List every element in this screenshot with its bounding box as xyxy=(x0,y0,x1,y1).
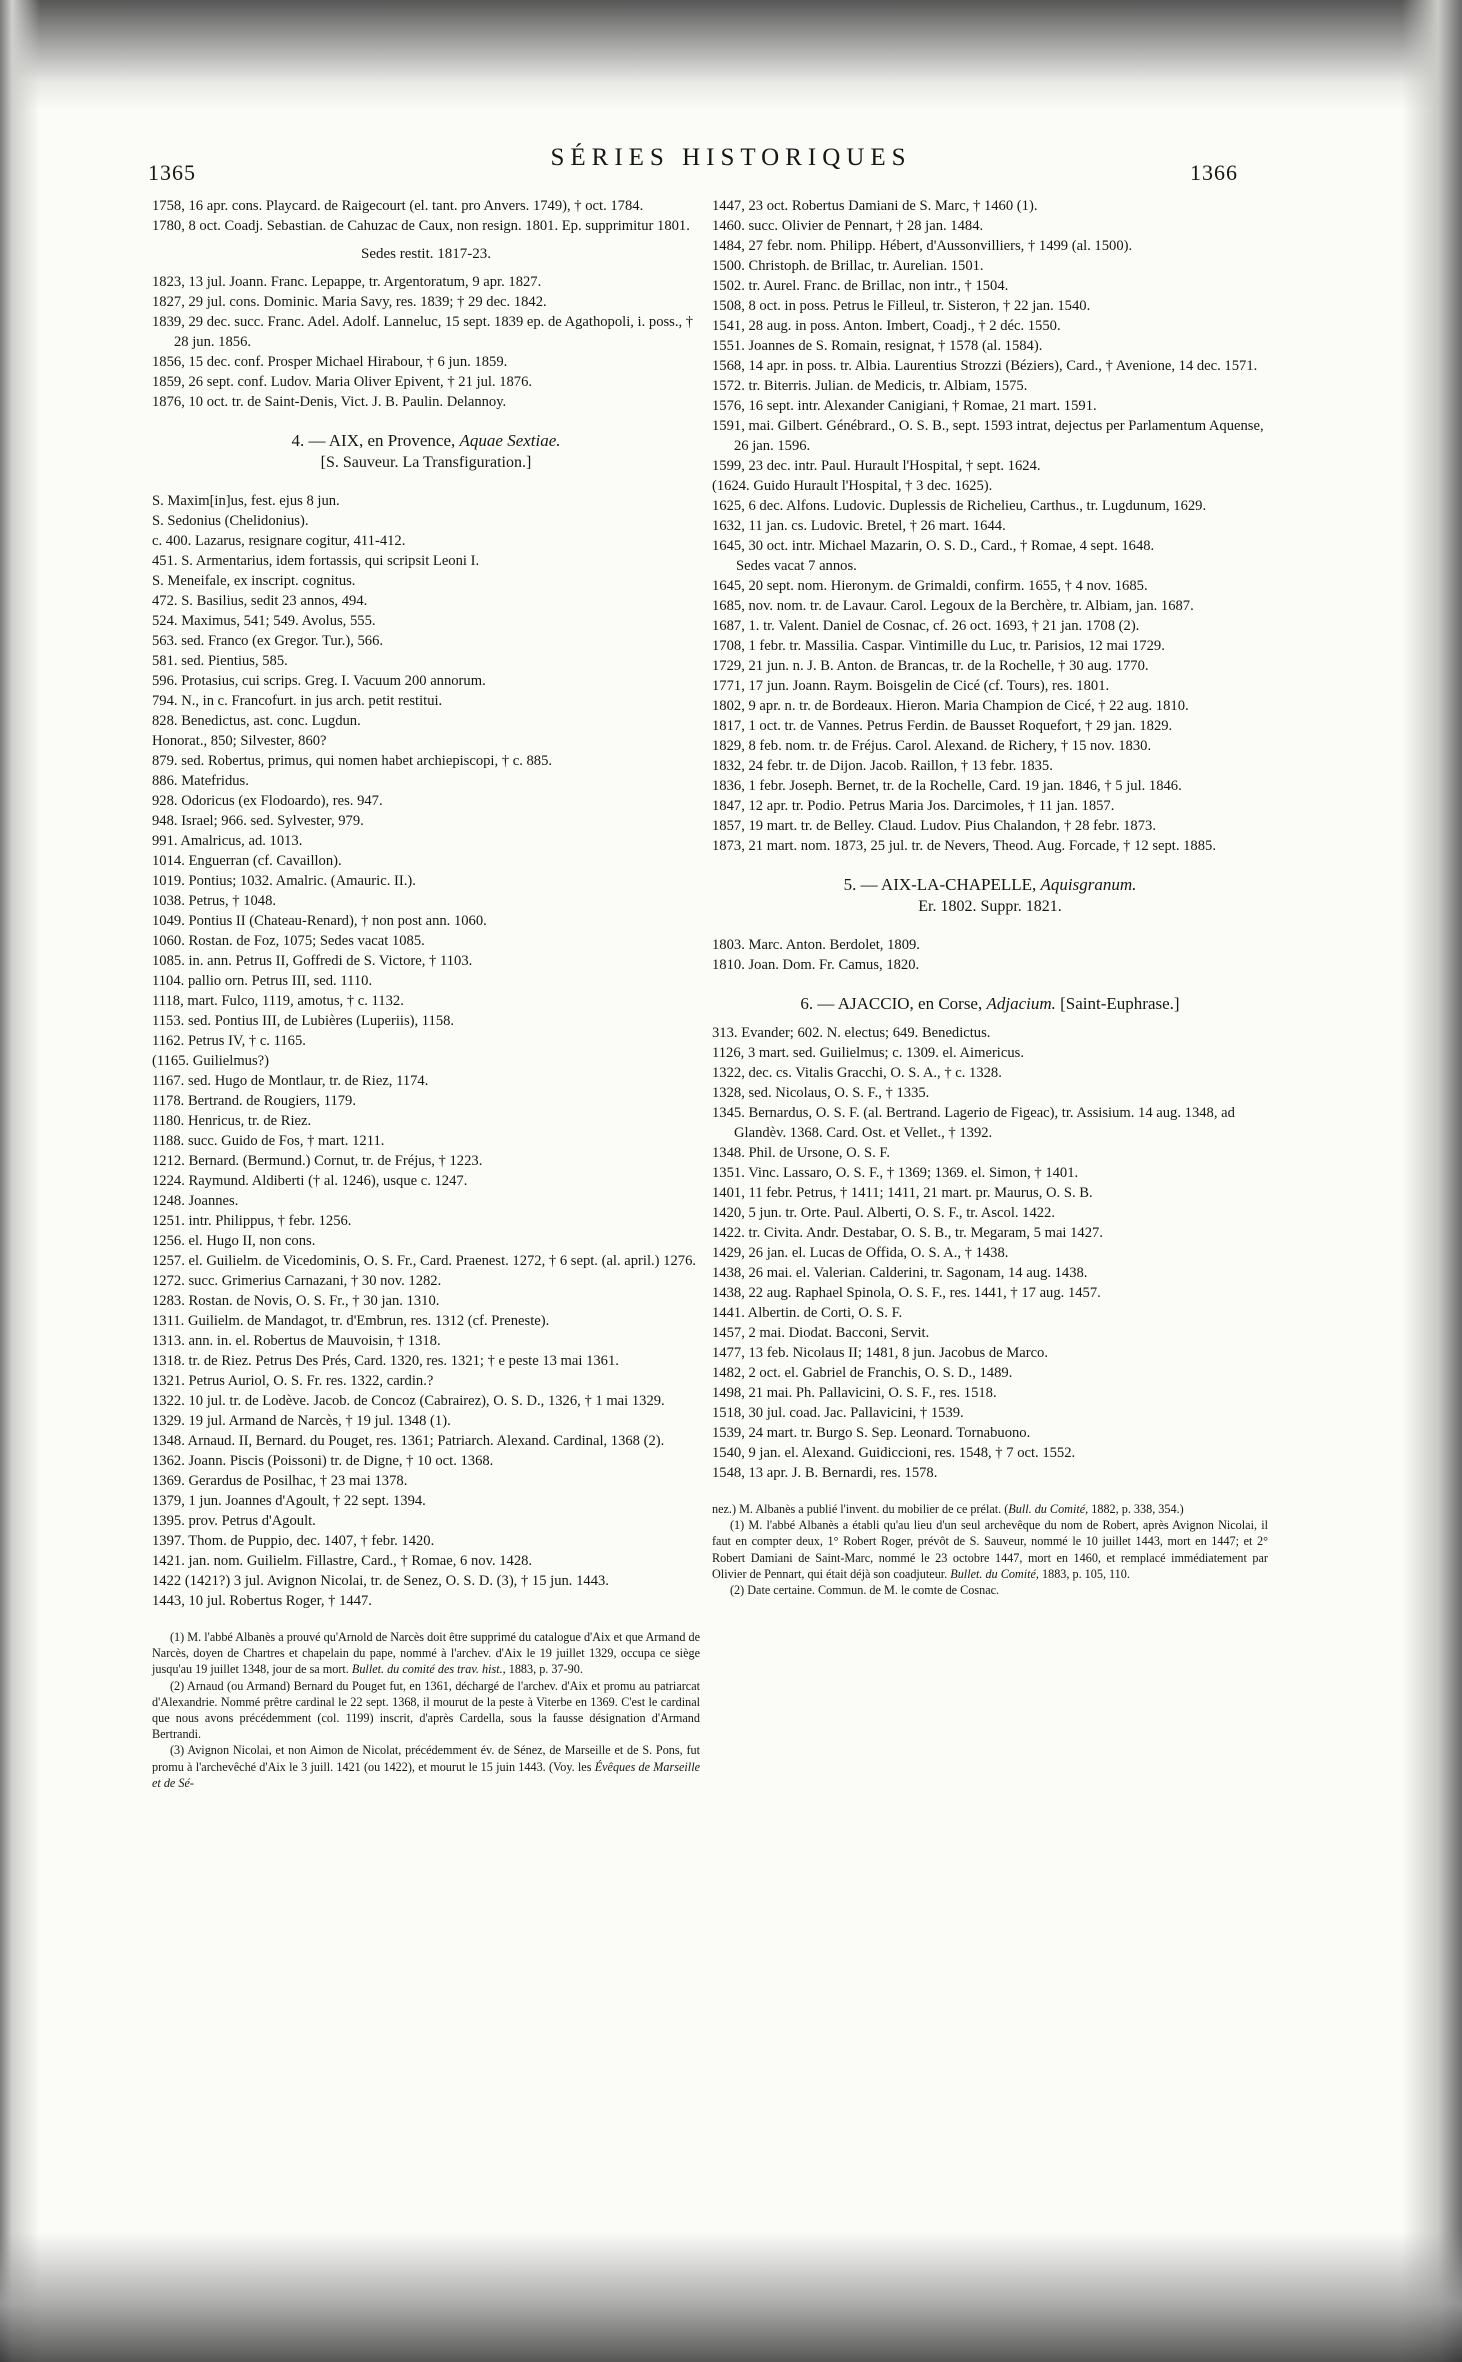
sedes-vacat-note: Sedes vacat 7 annos. xyxy=(736,558,857,574)
left-column xyxy=(152,196,700,1791)
list-aix-archbishops xyxy=(152,491,700,1611)
list-entry: 1188. succ. Guido de Fos, † mart. 1211. xyxy=(152,1133,385,1149)
list-entry: 828. Benedictus, ast. conc. Lugdun. xyxy=(152,713,361,729)
section-subtitle: Er. 1802. Suppr. 1821. xyxy=(918,898,1062,915)
scan-shadow-right xyxy=(1402,0,1462,2362)
list-entry: 1224. Raymund. Aldiberti († al. 1246), usque c. 1247. xyxy=(152,1173,468,1189)
list-modern-bishops xyxy=(152,272,700,412)
list-entry: 472. S. Basilius, sedit 23 annos, 494. xyxy=(152,593,368,609)
list-entry: 1539, 24 mart. tr. Burgo S. Sep. Leonard. Tornabuono. xyxy=(712,1425,1031,1441)
list-entry: 1395. prov. Petrus d'Agoult. xyxy=(152,1513,316,1529)
footnotes-right xyxy=(712,1501,1268,1598)
list-aix-la-chapelle xyxy=(712,935,1268,975)
list-entry: S. Meneifale, ex inscript. cognitus. xyxy=(152,573,356,589)
list-entry: 1126, 3 mart. sed. Guilielmus; c. 1309. el. Aimericus. xyxy=(712,1045,1024,1061)
list-entry: 1568, 14 apr. in poss. tr. Albia. Laurentius Strozzi (Béziers), Card., † Avenione, 14 dec. 1571. xyxy=(712,358,1258,374)
list-entry: 1729, 21 jun. n. J. B. Anton. de Brancas, tr. de la Rochelle, † 30 aug. 1770. xyxy=(712,658,1149,674)
list-entry: 1283. Rostan. de Novis, O. S. Fr., † 30 jan. 1310. xyxy=(152,1293,440,1309)
list-entry: 1625, 6 dec. Alfons. Ludovic. Duplessis de Richelieu, Carthus., tr. Lugdunum, 1629. xyxy=(712,498,1207,514)
list-entry: 1421. jan. nom. Guilielm. Fillastre, Card., † Romae, 6 nov. 1428. xyxy=(152,1553,533,1569)
list-entry: 1832, 24 febr. tr. de Dijon. Jacob. Raillon, † 13 febr. 1835. xyxy=(712,758,1053,774)
list-entry: 1685, nov. nom. tr. de Lavaur. Carol. Legoux de la Berchère, tr. Albiam, jan. 1687. xyxy=(712,598,1194,614)
list-entry: S. Maxim[in]us, fest. ejus 8 jun. xyxy=(152,493,340,509)
list-entry: 1313. ann. in. el. Robertus de Mauvoisin, † 1318. xyxy=(152,1333,441,1349)
list-entry: 1178. Bertrand. de Rougiers, 1179. xyxy=(152,1093,357,1109)
list-entry: 1460. succ. Olivier de Pennart, † 28 jan. 1484. xyxy=(712,218,984,234)
list-entry: 1345. Bernardus, O. S. F. (al. Bertrand. Lagerio de Figeac), tr. Assisium. 14 aug. 1348, ad Glandèv. 1368. Card. Ost. et Vellet., † 1392. xyxy=(712,1105,1235,1141)
list-entry: 1322. 10 jul. tr. de Lodève. Jacob. de Concoz (Cabrairez), O. S. D., 1326, † 1 mai 1329. xyxy=(152,1393,665,1409)
list-entry: c. 400. Lazarus, resignare cogitur, 411-412. xyxy=(152,533,406,549)
list-entry: 451. S. Armentarius, idem fortassis, qui scripsit Leoni I. xyxy=(152,553,480,569)
section-latin-name: Aquae Sextiae. xyxy=(459,431,561,450)
footnote: (1) M. l'abbé Albanès a prouvé qu'Arnold de Narcès doit être supprimé du catalogue d'Aix et que Armand de Narcès, doyen de Chartres et chapelain du pape, nommé à l'archev. d'Aix le 19 juillet 1329, occupa ce siège jusqu'au 19 juillet 1348, jour de sa mort. Bullet. du comité des trav. hist., 1883, p. 37-90. xyxy=(152,1630,700,1677)
list-entry: 1839, 29 dec. succ. Franc. Adel. Adolf. Lanneluc, 15 sept. 1839 ep. de Agathopoli, i. poss., † 28 jun. 1856. xyxy=(152,314,694,350)
list-entry: 1443, 10 jul. Robertus Roger, † 1447. xyxy=(152,1593,372,1609)
list-entry: 1482, 2 oct. el. Gabriel de Franchis, O. S. D., 1489. xyxy=(712,1365,1013,1381)
list-entry: 948. Israel; 966. sed. Sylvester, 979. xyxy=(152,813,364,829)
list-entry: 1420, 5 jun. tr. Orte. Paul. Alberti, O. S. F., tr. Ascol. 1422. xyxy=(712,1205,1056,1221)
list-entry: 1856, 15 dec. conf. Prosper Michael Hirabour, † 6 jun. 1859. xyxy=(152,354,508,370)
list-entry: 1328, sed. Nicolaus, O. S. F., † 1335. xyxy=(712,1085,930,1101)
list-entry: 1369. Gerardus de Posilhac, † 23 mai 1378. xyxy=(152,1473,408,1489)
list-entry: 1014. Enguerran (cf. Cavaillon). xyxy=(152,853,342,869)
scan-shadow-top xyxy=(0,0,1462,110)
section-title: 5. — AIX-LA-CHAPELLE, xyxy=(843,875,1037,894)
list-entry: 1153. sed. Pontius III, de Lubières (Luperiis), 1158. xyxy=(152,1013,455,1029)
list-aix-continued xyxy=(712,196,1268,556)
list-entry: 1857, 19 mart. tr. de Belley. Claud. Ludov. Pius Chalandon, † 28 febr. 1873. xyxy=(712,818,1156,834)
list-entry: 879. sed. Robertus, primus, qui nomen habet archiepiscopi, † c. 885. xyxy=(152,753,553,769)
list-entry: 1802, 9 apr. n. tr. de Bordeaux. Hieron. Maria Champion de Cicé, † 22 aug. 1810. xyxy=(712,698,1189,714)
list-entry: 1429, 26 jan. el. Lucas de Offida, O. S. A., † 1438. xyxy=(712,1245,1009,1261)
list-entry: 1322, dec. cs. Vitalis Gracchi, O. S. A., † c. 1328. xyxy=(712,1065,1002,1081)
list-entry: 1859, 26 sept. conf. Ludov. Maria Oliver Epivent, † 21 jul. 1876. xyxy=(152,374,533,390)
list-entry: 1599, 23 dec. intr. Paul. Hurault l'Hospital, † sept. 1624. xyxy=(712,458,1041,474)
list-entry: 313. Evander; 602. N. electus; 649. Benedictus. xyxy=(712,1025,991,1041)
list-entry: 1758, 16 apr. cons. Playcard. de Raigecourt (el. tant. pro Anvers. 1749), † oct. 1784. xyxy=(152,198,644,214)
list-entry: 1829, 8 feb. nom. tr. de Fréjus. Carol. Alexand. de Richery, † 15 nov. 1830. xyxy=(712,738,1152,754)
list-entry: 1104. pallio orn. Petrus III, sed. 1110. xyxy=(152,973,373,989)
list-entry: 581. sed. Pientius, 585. xyxy=(152,653,288,669)
scan-shadow-left xyxy=(0,0,40,2362)
list-entry: 1351. Vinc. Lassaro, O. S. F., † 1369; 1369. el. Simon, † 1401. xyxy=(712,1165,1079,1181)
list-entry: 1438, 26 mai. el. Valerian. Calderini, tr. Sagonam, 14 aug. 1438. xyxy=(712,1265,1088,1281)
list-entry: 1251. intr. Philippus, † febr. 1256. xyxy=(152,1213,352,1229)
list-entry: 1212. Bernard. (Bermund.) Cornut, tr. de Fréjus, † 1223. xyxy=(152,1153,483,1169)
section-subtitle: [S. Sauveur. La Transfiguration.] xyxy=(320,454,532,471)
list-entry: 1321. Petrus Auriol, O. S. Fr. res. 1322, cardin.? xyxy=(152,1373,434,1389)
list-entry: 1687, 1. tr. Valent. Daniel de Cosnac, cf. 26 oct. 1693, † 21 jan. 1708 (2). xyxy=(712,618,1140,634)
list-entry: 1771, 17 jun. Joann. Raym. Boisgelin de Cicé (cf. Tours), res. 1801. xyxy=(712,678,1110,694)
list-entry: (1624. Guido Hurault l'Hospital, † 3 dec. 1625). xyxy=(712,478,993,494)
section-heading-aix-la-chapelle xyxy=(712,874,1268,896)
section-title: 4. — AIX, en Provence, xyxy=(291,431,456,450)
list-entry: 886. Matefridus. xyxy=(152,773,249,789)
running-title: SÉRIES HISTORIQUES xyxy=(550,144,912,171)
list-entry: 1548, 13 apr. J. B. Bernardi, res. 1578. xyxy=(712,1465,938,1481)
scan-shadow-bottom xyxy=(0,2232,1462,2362)
list-entry: 1019. Pontius; 1032. Amalric. (Amauric. II.). xyxy=(152,873,416,889)
footnote: (1) M. l'abbé Albanès a établi qu'au lieu d'un seul archevêque du nom de Robert, après Avignon Nicolai, il faut en compter deux, 1° Robert Roger, prévôt de S. Sauveur, nommé le 10 juillet 1443, mort en 1447; et 2° Robert Damiani de Saint-Marc, nommé le 23 octobre 1447, mort en 1460, et remplacé immédiatement par Olivier de Pennart, qui était déjà son coadjuteur. Bullet. du Comité, 1883, p. 105, 110. xyxy=(712,1518,1268,1581)
sedes-restit-note: Sedes restit. 1817-23. xyxy=(361,246,491,262)
footnote: (2) Date certaine. Commun. de M. le comte de Cosnac. xyxy=(730,1583,1000,1598)
list-entry: 1591, mai. Gilbert. Génébrard., O. S. B., sept. 1593 intrat, dejectus per Parlamentum Aquense, 26 jan. 1596. xyxy=(712,418,1264,454)
list-entry: 1500. Christoph. de Brillac, tr. Aurelian. 1501. xyxy=(712,258,984,274)
list-entry: 1827, 29 jul. cons. Dominic. Maria Savy, res. 1839; † 29 dec. 1842. xyxy=(152,294,547,310)
list-entry: 1508, 8 oct. in poss. Petrus le Filleul, tr. Sisteron, † 22 jan. 1540. xyxy=(712,298,1091,314)
section-heading-aix xyxy=(152,430,700,452)
list-entry: 991. Amalricus, ad. 1013. xyxy=(152,833,303,849)
list-entry: (1165. Guilielmus?) xyxy=(152,1053,269,1069)
list-entry: 1817, 1 oct. tr. de Vannes. Petrus Ferdin. de Bausset Roquefort, † 29 jan. 1829. xyxy=(712,718,1173,734)
list-entry: 1518, 30 jul. coad. Jac. Pallavicini, † 1539. xyxy=(712,1405,964,1421)
list-entry: 1049. Pontius II (Chateau-Renard), † non post ann. 1060. xyxy=(152,913,487,929)
list-entry: 1836, 1 febr. Joseph. Bernet, tr. de la Rochelle, Card. 19 jan. 1846, † 5 jul. 1846. xyxy=(712,778,1182,794)
list-entry: 1038. Petrus, † 1048. xyxy=(152,893,277,909)
list-entry: 1551. Joannes de S. Romain, resignat, † 1578 (al. 1584). xyxy=(712,338,1043,354)
list-entry: 1272. succ. Grimerius Carnazani, † 30 nov. 1282. xyxy=(152,1273,442,1289)
list-entry: 1422 (1421?) 3 jul. Avignon Nicolai, tr. de Senez, O. S. D. (3), † 15 jun. 1443. xyxy=(152,1573,609,1589)
list-entry: 524. Maximus, 541; 549. Avolus, 555. xyxy=(152,613,376,629)
page-number-left: 1365 xyxy=(148,160,196,185)
list-entry: S. Sedonius (Chelidonius). xyxy=(152,513,309,529)
section-heading-ajaccio xyxy=(712,993,1268,1015)
list-previous-see xyxy=(152,196,700,236)
list-entry: 928. Odoricus (ex Flodoardo), res. 947. xyxy=(152,793,383,809)
list-entry: 1422. tr. Civita. Andr. Destabar, O. S. B., tr. Megaram, 5 mai 1427. xyxy=(712,1225,1103,1241)
list-entry: 1847, 12 apr. tr. Podio. Petrus Maria Jos. Darcimoles, † 11 jan. 1857. xyxy=(712,798,1115,814)
list-entry: Honorat., 850; Silvester, 860? xyxy=(152,733,327,749)
list-entry: 1447, 23 oct. Robertus Damiani de S. Marc, † 1460 (1). xyxy=(712,198,1038,214)
list-entry: 1484, 27 febr. nom. Philipp. Hébert, d'Aussonvilliers, † 1499 (al. 1500). xyxy=(712,238,1133,254)
list-entry: 1329. 19 jul. Armand de Narcès, † 19 jul. 1348 (1). xyxy=(152,1413,451,1429)
list-entry: 1348. Phil. de Ursone, O. S. F. xyxy=(712,1145,891,1161)
list-entry: 1060. Rostan. de Foz, 1075; Sedes vacat 1085. xyxy=(152,933,425,949)
list-entry: 794. N., in c. Francofurt. in jus arch. petit restitui. xyxy=(152,693,443,709)
list-entry: 1397. Thom. de Puppio, dec. 1407, † febr. 1420. xyxy=(152,1533,435,1549)
list-entry: 1248. Joannes. xyxy=(152,1193,239,1209)
list-entry: 1498, 21 mai. Ph. Pallavicini, O. S. F., res. 1518. xyxy=(712,1385,997,1401)
list-entry: 1085. in. ann. Petrus II, Goffredi de S. Victore, † 1103. xyxy=(152,953,473,969)
list-entry: 1257. el. Guilielm. de Vicedominis, O. S. Fr., Card. Praenest. 1272, † 6 sept. (al. april.) 1276. xyxy=(152,1253,697,1269)
section-latin-name: Aquisgranum. xyxy=(1040,875,1137,894)
list-entry: 1810. Joan. Dom. Fr. Camus, 1820. xyxy=(712,957,920,973)
list-entry: 1167. sed. Hugo de Montlaur, tr. de Riez, 1174. xyxy=(152,1073,429,1089)
list-entry: 1379, 1 jun. Joannes d'Agoult, † 22 sept. 1394. xyxy=(152,1493,426,1509)
list-entry: 1256. el. Hugo II, non cons. xyxy=(152,1233,316,1249)
list-entry: 1348. Arnaud. II, Bernard. du Pouget, res. 1361; Patriarch. Alexand. Cardinal, 1368 (2). xyxy=(152,1433,665,1449)
list-entry: 1541, 28 aug. in poss. Anton. Imbert, Coadj., † 2 déc. 1550. xyxy=(712,318,1061,334)
list-entry: 1477, 13 feb. Nicolaus II; 1481, 8 jun. Jacobus de Marco. xyxy=(712,1345,1048,1361)
list-entry: 1576, 16 sept. intr. Alexander Canigiani, † Romae, 21 mart. 1591. xyxy=(712,398,1097,414)
list-entry: 1441. Albertin. de Corti, O. S. F. xyxy=(712,1305,903,1321)
list-entry: 1318. tr. de Riez. Petrus Des Prés, Card. 1320, res. 1321; † e peste 13 mai 1361. xyxy=(152,1353,619,1369)
footnote: (3) Avignon Nicolai, et non Aimon de Nicolat, précédemment év. de Sénez, de Marseille et de S. Pons, fut promu à l'archevêché d'Aix le 3 juill. 1421 (ou 1422), et mourut le 15 juin 1443. (Voy. les Évêques de Marseille et de Sé- xyxy=(152,1743,700,1790)
footnotes-left xyxy=(152,1629,700,1791)
list-entry: 1780, 8 oct. Coadj. Sebastian. de Cahuzac de Caux, non resign. 1801. Ep. supprimitur 1801. xyxy=(152,218,690,234)
section-latin-name: Adjacium. xyxy=(986,994,1056,1013)
list-entry: 596. Protasius, cui scrips. Greg. I. Vacuum 200 annorum. xyxy=(152,673,486,689)
list-entry: 1645, 20 sept. nom. Hieronym. de Grimaldi, confirm. 1655, † 4 nov. 1685. xyxy=(712,578,1148,594)
list-entry: 1438, 22 aug. Raphael Spinola, O. S. F., res. 1441, † 17 aug. 1457. xyxy=(712,1285,1101,1301)
list-aix-modern xyxy=(712,576,1268,856)
list-entry: 1572. tr. Biterris. Julian. de Medicis, tr. Albiam, 1575. xyxy=(712,378,1028,394)
list-entry: 1645, 30 oct. intr. Michael Mazarin, O. S. D., Card., † Romae, 4 sept. 1648. xyxy=(712,538,1155,554)
footnote: (2) Arnaud (ou Armand) Bernard du Pouget fut, en 1361, déchargé de l'archev. d'Aix et promu au patriarcat d'Alexandrie. Nommé prêtre cardinal le 22 sept. 1368, il mourut de la peste à Viterbe en 1369. C'est le cardinal que nous avons précédemment (col. 1199) inscrit, d'après Cardella, sous la fausse désignation d'Armand Bertrandi. xyxy=(152,1678,700,1742)
list-entry: 1401, 11 febr. Petrus, † 1411; 1411, 21 mart. pr. Maurus, O. S. B. xyxy=(712,1185,1093,1201)
list-entry: 1632, 11 jan. cs. Ludovic. Bretel, † 26 mart. 1644. xyxy=(712,518,1006,534)
page-number-right: 1366 xyxy=(1190,160,1238,185)
list-entry: 1162. Petrus IV, † c. 1165. xyxy=(152,1033,306,1049)
list-entry: 563. sed. Franco (ex Gregor. Tur.), 566. xyxy=(152,633,384,649)
list-entry: 1502. tr. Aurel. Franc. de Brillac, non intr., † 1504. xyxy=(712,278,1009,294)
list-entry: 1362. Joann. Piscis (Poissoni) tr. de Digne, † 10 oct. 1368. xyxy=(152,1453,494,1469)
list-entry: 1803. Marc. Anton. Berdolet, 1809. xyxy=(712,937,920,953)
section-title: 6. — AJACCIO, en Corse, xyxy=(800,994,983,1013)
list-entry: 1180. Henricus, tr. de Riez. xyxy=(152,1113,312,1129)
list-entry: 1118, mart. Fulco, 1119, amotus, † c. 1132. xyxy=(152,993,404,1009)
list-entry: 1823, 13 jul. Joann. Franc. Lepappe, tr. Argentoratum, 9 apr. 1827. xyxy=(152,274,542,290)
footnote-continued: nez.) M. Albanès a publié l'invent. du mobilier de ce prélat. (Bull. du Comité, 1882, p. 338, 354.) xyxy=(712,1502,1184,1516)
list-ajaccio-bishops xyxy=(712,1023,1268,1483)
list-entry: 1457, 2 mai. Diodat. Bacconi, Servit. xyxy=(712,1325,930,1341)
list-entry: 1876, 10 oct. tr. de Saint-Denis, Vict. J. B. Paulin. Delannoy. xyxy=(152,394,507,410)
list-entry: 1708, 1 febr. tr. Massilia. Caspar. Vintimille du Luc, tr. Parisios, 12 mai 1729. xyxy=(712,638,1165,654)
list-entry: 1311. Guilielm. de Mandagot, tr. d'Embrun, res. 1312 (cf. Preneste). xyxy=(152,1313,550,1329)
list-entry: 1540, 9 jan. el. Alexand. Guidiccioni, res. 1548, † 7 oct. 1552. xyxy=(712,1445,1076,1461)
right-column xyxy=(712,196,1268,1598)
list-entry: 1873, 21 mart. nom. 1873, 25 jul. tr. de Nevers, Theod. Aug. Forcade, † 12 sept. 1885. xyxy=(712,838,1216,854)
section-dedication: [Saint-Euphrase.] xyxy=(1060,994,1180,1013)
